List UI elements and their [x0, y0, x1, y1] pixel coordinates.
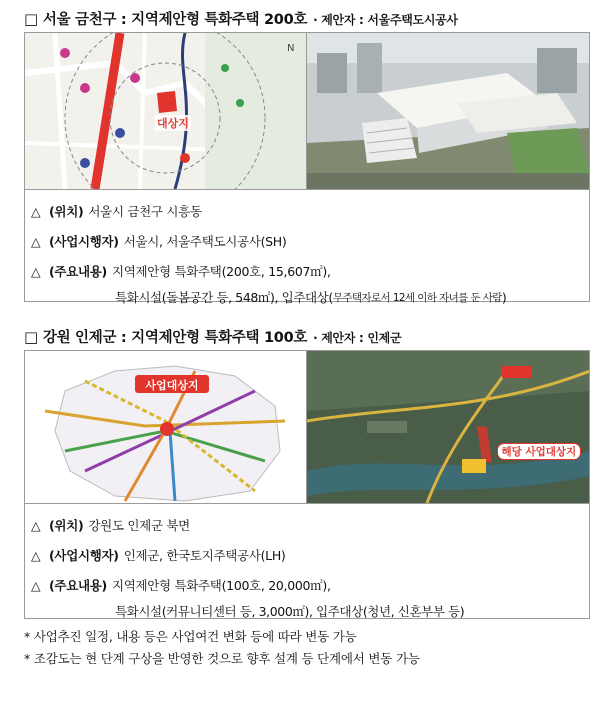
location-map	[25, 351, 307, 503]
info-row-contents	[25, 570, 589, 600]
aerial-rendering	[307, 33, 590, 189]
info-text: 서울시, 서울주택도시공사(SH)	[123, 234, 287, 249]
info-head: (주요내용)	[49, 578, 107, 593]
info-row-operator	[25, 540, 589, 570]
footnote: * 조감도는 현 단계 구상을 반영한 것으로 향후 설계 등 단계에서 변동 가능	[24, 651, 420, 666]
footnote: * 사업추진 일정, 내용 등은 사업여건 변화 등에 따라 변동 가능	[24, 629, 357, 644]
info-head: (주요내용)	[49, 264, 107, 279]
photo-target-label: 해당 사업대상지	[497, 443, 582, 460]
triangle-bullet-icon: △	[31, 263, 41, 279]
map-target-label: 대상지	[157, 117, 189, 130]
info-frame	[24, 32, 590, 305]
section-geumcheon	[24, 8, 590, 305]
footnotes	[24, 627, 420, 671]
triangle-bullet-icon: △	[31, 517, 41, 533]
triangle-bullet-icon: △	[31, 547, 41, 563]
info-row-contents	[25, 256, 589, 286]
section-title: 강원 인제군 : 지역제안형 특화주택 100호	[42, 330, 308, 346]
image-row	[25, 33, 589, 190]
map-target-label: 사업대상지	[145, 379, 199, 392]
proposer-label: · 제안자 : 인제군	[313, 331, 402, 345]
svg-text:N: N	[287, 43, 295, 54]
aerial-photo	[307, 351, 590, 503]
info-text: )	[501, 289, 507, 305]
info-text: 특화시설(커뮤니티센터 등, 3,000㎡), 입주대상(청년, 신혼부부 등)	[115, 604, 465, 619]
info-text: 강원도 인제군 북면	[88, 518, 190, 533]
info-text: 지역제안형 특화주택(100호, 20,000㎡),	[111, 578, 331, 593]
info-head: (위치)	[49, 518, 84, 533]
triangle-bullet-icon: △	[31, 233, 41, 249]
info-row-operator	[25, 226, 589, 256]
info-list	[25, 504, 589, 618]
info-list	[25, 190, 589, 305]
info-head: (사업시행자)	[49, 548, 119, 563]
checkbox-square-icon: □	[24, 328, 38, 346]
info-row-contents-cont	[25, 600, 589, 622]
image-row	[25, 351, 589, 504]
info-text-small: 무주택자로서 12세 이하 자녀를 둔 사람	[332, 291, 502, 304]
section-title-row	[24, 8, 590, 32]
info-head: (사업시행자)	[49, 234, 119, 249]
proposer-label: · 제안자 : 서울주택도시공사	[313, 13, 458, 27]
checkbox-square-icon: □	[24, 10, 38, 28]
triangle-bullet-icon: △	[31, 577, 41, 593]
info-row-contents-cont	[25, 286, 589, 308]
info-head: (위치)	[49, 204, 84, 219]
info-text: 특화시설(돌봄공간 등, 548㎡), 입주대상(	[115, 290, 333, 305]
info-row-location	[25, 196, 589, 226]
triangle-bullet-icon: △	[31, 203, 41, 219]
section-title: 서울 금천구 : 지역제안형 특화주택 200호	[42, 12, 308, 28]
info-text: 지역제안형 특화주택(200호, 15,607㎡),	[111, 264, 331, 279]
location-map	[25, 33, 307, 189]
info-text: 인제군, 한국토지주택공사(LH)	[123, 548, 286, 563]
info-text: 서울시 금천구 시흥동	[88, 204, 202, 219]
info-frame	[24, 350, 590, 619]
section-inje	[24, 326, 590, 619]
section-title-row	[24, 326, 590, 350]
info-row-location	[25, 510, 589, 540]
